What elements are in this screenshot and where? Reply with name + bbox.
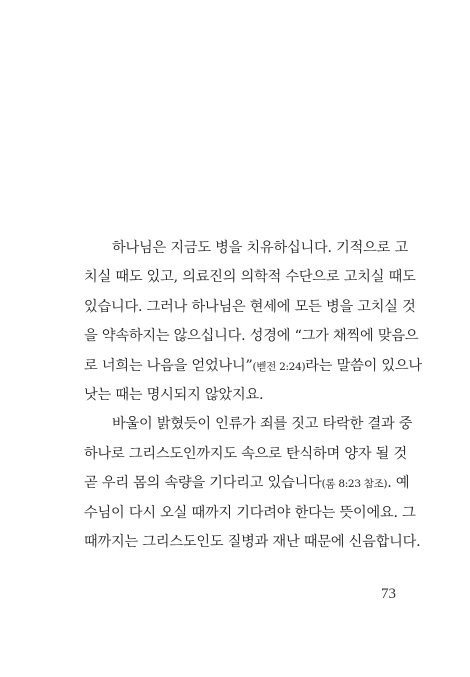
text-line-with-reference <box>84 469 410 498</box>
paragraph-2 <box>84 410 421 557</box>
text-fragment: 로 너희는 나음을 얻었나니” <box>84 357 253 374</box>
bible-reference: (벧전 2:24) <box>252 360 306 373</box>
page-number: 73 <box>381 586 396 602</box>
text-fragment: 곧 우리 몸의 속량을 기다리고 있습니다 <box>84 475 322 492</box>
text-fragment: 라는 말씀이 있으나 <box>305 357 422 374</box>
text-line: 낫는 때는 명시되지 않았지요. <box>84 386 264 403</box>
text-fragment: . 예 <box>387 475 410 492</box>
text-line: 치실 때도 있고, 의료진의 의학적 수단으로 고치실 때도 <box>84 269 416 286</box>
text-line: 하나로 그리스도인까지도 속으로 탄식하며 양자 될 것 <box>84 445 407 462</box>
text-line: 을 약속하지는 않으십니다. 성경에 “그가 채찍에 맞음으 <box>84 328 419 345</box>
bible-reference: (롬 8:23 참조) <box>321 478 388 491</box>
text-line-with-reference <box>84 352 422 381</box>
paragraph-1 <box>84 234 422 410</box>
text-line: 하나님은 지금도 병을 치유하십니다. 기적으로 고 <box>112 240 408 256</box>
text-line: 있습니다. 그러나 하나님은 현세에 모든 병을 고치실 것 <box>84 298 416 315</box>
text-line: 수님이 다시 오실 때까지 기다려야 한다는 뜻이에요. 그 <box>84 504 416 521</box>
text-line: 때까지는 그리스도인도 질병과 재난 때문에 신음합니다. <box>84 533 421 550</box>
text-line: 바울이 밝혔듯이 인류가 죄를 짓고 타락한 결과 중 <box>112 416 413 433</box>
body-text <box>84 234 422 557</box>
